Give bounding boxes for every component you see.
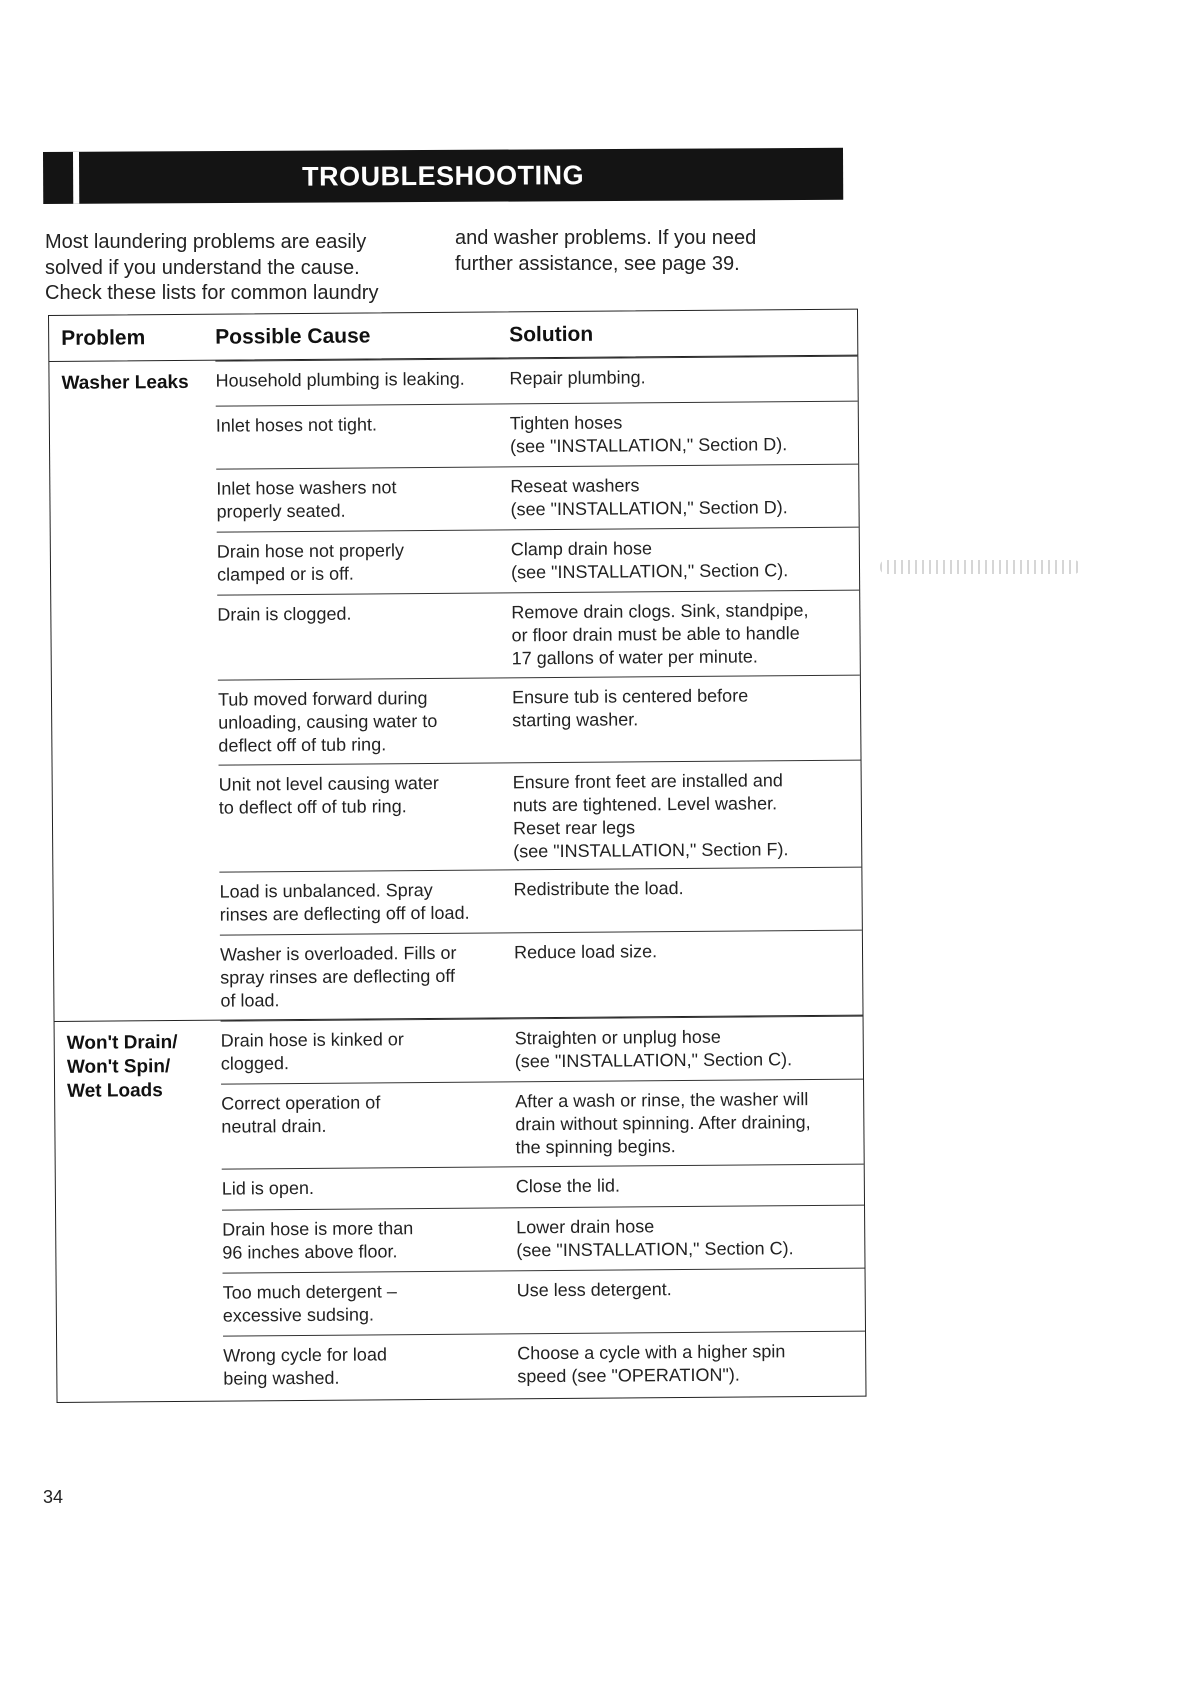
cause-cell: Drain hose is more than 96 inches above floor. xyxy=(222,1218,414,1263)
solution-cell: Redistribute the load. xyxy=(513,878,684,900)
solution-cell: Clamp drain hose (see "INSTALLATION," Section C). xyxy=(510,538,789,583)
solution-cell: Remove drain clogs. Sink, standpipe, or floor drain must be able to handle 17 gallons of water per minute. xyxy=(511,600,809,669)
cause-cell: Drain is clogged. xyxy=(217,603,352,625)
table-row xyxy=(221,1016,863,1084)
cause-cell: Household plumbing is leaking. xyxy=(215,368,465,391)
table-row xyxy=(223,1268,865,1336)
scan-speckle xyxy=(880,560,1080,574)
cause-cell: Unit not level causing water to deflect off of tub ring. xyxy=(218,772,439,818)
table-row xyxy=(223,1331,865,1401)
cause-cell: Inlet hose washers not properly seated. xyxy=(216,477,397,522)
page-title: TROUBLESHOOTING xyxy=(302,160,585,192)
table-row xyxy=(216,401,858,469)
cause-cell: Tub moved forward during unloading, causing water to deflect off of tub ring. xyxy=(217,688,438,756)
problem-washer-leaks: Washer Leaks xyxy=(61,371,189,394)
solution-cell: Choose a cycle with a higher spin speed (see "OPERATION"). xyxy=(517,1341,786,1387)
cause-cell: Drain hose is kinked or clogged. xyxy=(220,1029,404,1074)
solution-cell: Ensure front feet are installed and nuts are tightened. Level washer. Reset rear legs (see "INSTALLATION," Section F). xyxy=(512,770,789,862)
intro-text-right: and washer problems. If you need further assistance, see page 39. xyxy=(455,227,757,275)
table-row xyxy=(217,527,859,595)
page-number: 34 xyxy=(43,1487,64,1507)
table-header xyxy=(48,309,858,362)
troubleshooting-table xyxy=(48,309,867,1403)
table-row xyxy=(217,590,860,680)
table-body xyxy=(48,356,866,1403)
intro-text-left: Most laundering problems are easily solved if you understand the cause. Check these lists for common laundry xyxy=(45,231,379,304)
solution-cell: Lower drain hose (see "INSTALLATION," Section C). xyxy=(516,1216,794,1261)
cause-cell: Inlet hoses not tight. xyxy=(215,414,378,436)
solution-cell: Close the lid. xyxy=(515,1175,620,1197)
solution-cell: Ensure tub is centered before starting washer. xyxy=(511,685,749,731)
table-row xyxy=(222,1164,864,1210)
solution-cell: Straighten or unplug hose (see "INSTALLATION," Section C). xyxy=(514,1026,793,1072)
cause-cell: Lid is open. xyxy=(221,1177,315,1199)
cause-cell: Drain hose not properly clamped or is off. xyxy=(216,540,405,585)
problem-group xyxy=(55,1015,866,1402)
header-problem: Problem xyxy=(61,326,146,350)
solution-cell: Reduce load size. xyxy=(513,941,658,963)
table-row xyxy=(219,867,861,935)
solution-cell: After a wash or rinse, the washer will drain without spinning. After draining, the spinning begins. xyxy=(515,1089,811,1158)
section-banner xyxy=(43,148,843,204)
table-row xyxy=(220,930,863,1020)
solution-cell: Use less detergent. xyxy=(516,1279,672,1301)
cause-cell: Load is unbalanced. Spray rinses are deflecting off of load. xyxy=(219,879,470,925)
solution-cell: Repair plumbing. xyxy=(509,367,646,389)
table-row xyxy=(218,675,861,765)
table-row xyxy=(221,1079,864,1169)
problem-group xyxy=(49,356,862,1021)
solution-cell: Reseat washers (see "INSTALLATION," Section D). xyxy=(510,475,788,520)
cause-cell: Too much detergent – excessive sudsing. xyxy=(222,1281,397,1326)
problem-wont-drain: Won't Drain/ Won't Spin/ Wet Loads xyxy=(66,1032,178,1102)
table-row xyxy=(215,356,857,406)
table-row xyxy=(219,760,862,872)
table-row xyxy=(216,464,858,532)
header-solution: Solution xyxy=(509,322,594,347)
cause-cell: Washer is overloaded. Fills or spray rinses are deflecting off of load. xyxy=(219,942,457,1011)
cause-cell: Correct operation of neutral drain. xyxy=(221,1092,381,1137)
header-possible-cause: Possible Cause xyxy=(215,324,371,349)
solution-cell: Tighten hoses (see "INSTALLATION," Section D). xyxy=(509,412,788,457)
cause-cell: Wrong cycle for load being washed. xyxy=(223,1344,388,1389)
table-row xyxy=(222,1205,864,1273)
